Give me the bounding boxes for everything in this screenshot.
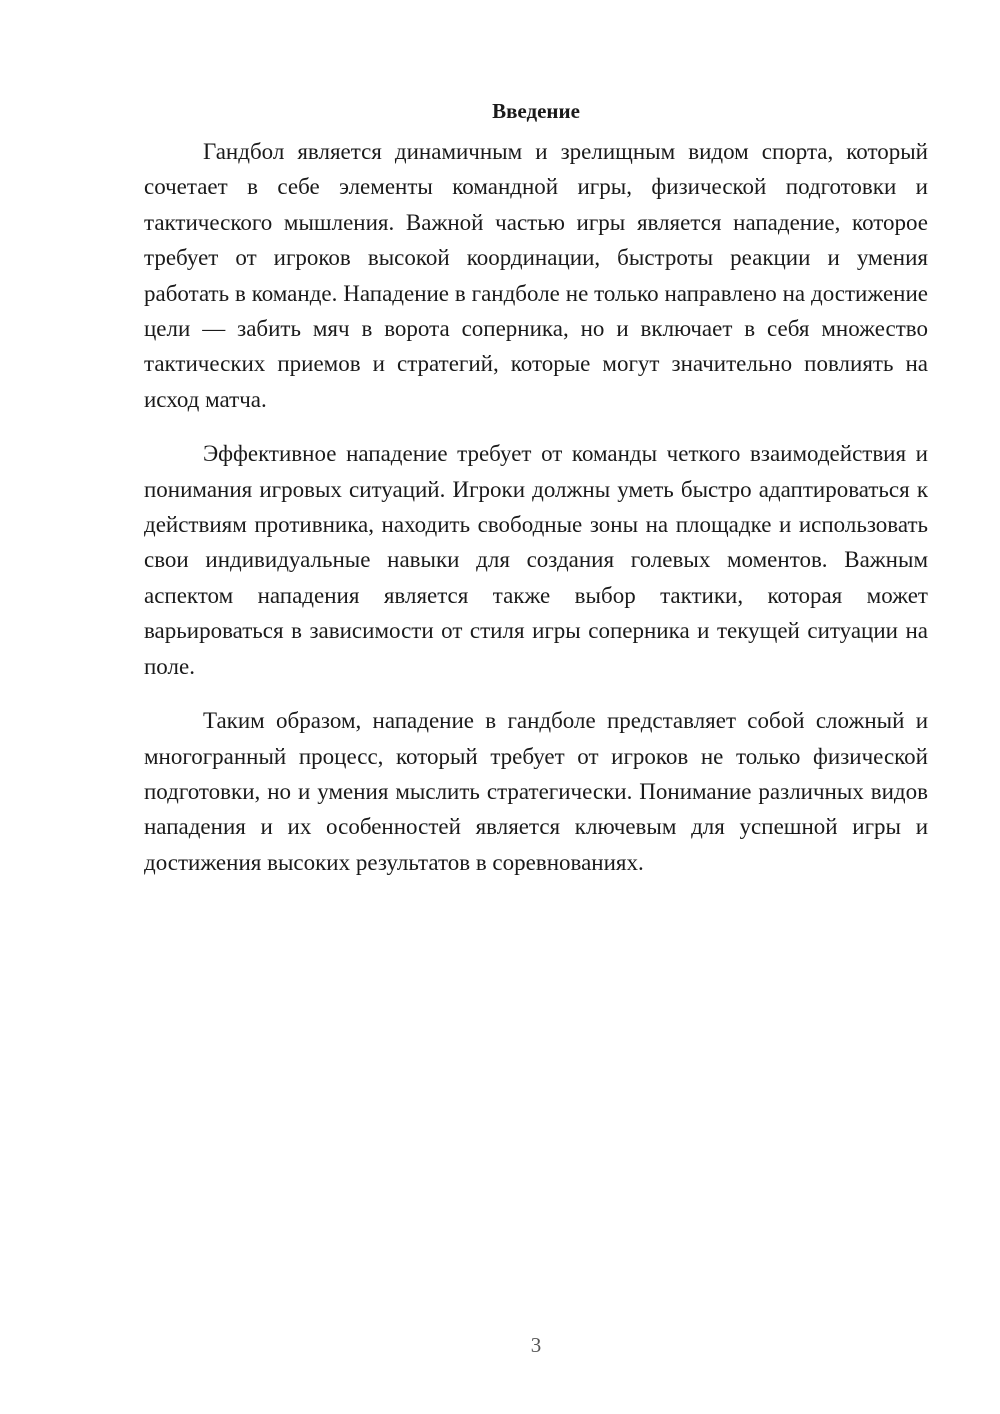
- page-number: 3: [530, 1333, 542, 1357]
- paragraph-1: Гандбол является динамичным и зрелищным видом спорта, который сочетает в себе элементы командной игры, физической подготовки и тактического мышления. Важной частью игры является нападение, которое требует от игроков высокой координации, быстроты реакции и умения работать в команде. Нападение в гандболе не только направлено на достижение цели — забить мяч в ворота соперника, но и включает в себя множество тактических приемов и стратегий, которые могут значительно повлиять на исход матча.: [144, 139, 928, 412]
- section-title: Введение: [492, 99, 580, 123]
- paragraph-2: Эффективное нападение требует от команды четкого взаимодействия и понимания игровых ситуаций. Игроки должны уметь быстро адаптироваться к действиям противника, находить свободные зоны на площадке и использовать свои индивидуальные навыки для создания голевых моментов. Важным аспектом нападения является также выбор тактики, которая может варьироваться в зависимости от стиля игры соперника и текущей ситуации на поле.: [144, 441, 928, 679]
- page-content: [144, 96, 928, 899]
- paragraph-3: Таким образом, нападение в гандболе представляет собой сложный и многогранный процесс, который требует от игроков не только физической подготовки, но и умения мыслить стратегически. Понимание различных видов нападения и их особенностей является ключевым для успешной игры и достижения высоких результатов в соревнованиях.: [144, 708, 928, 875]
